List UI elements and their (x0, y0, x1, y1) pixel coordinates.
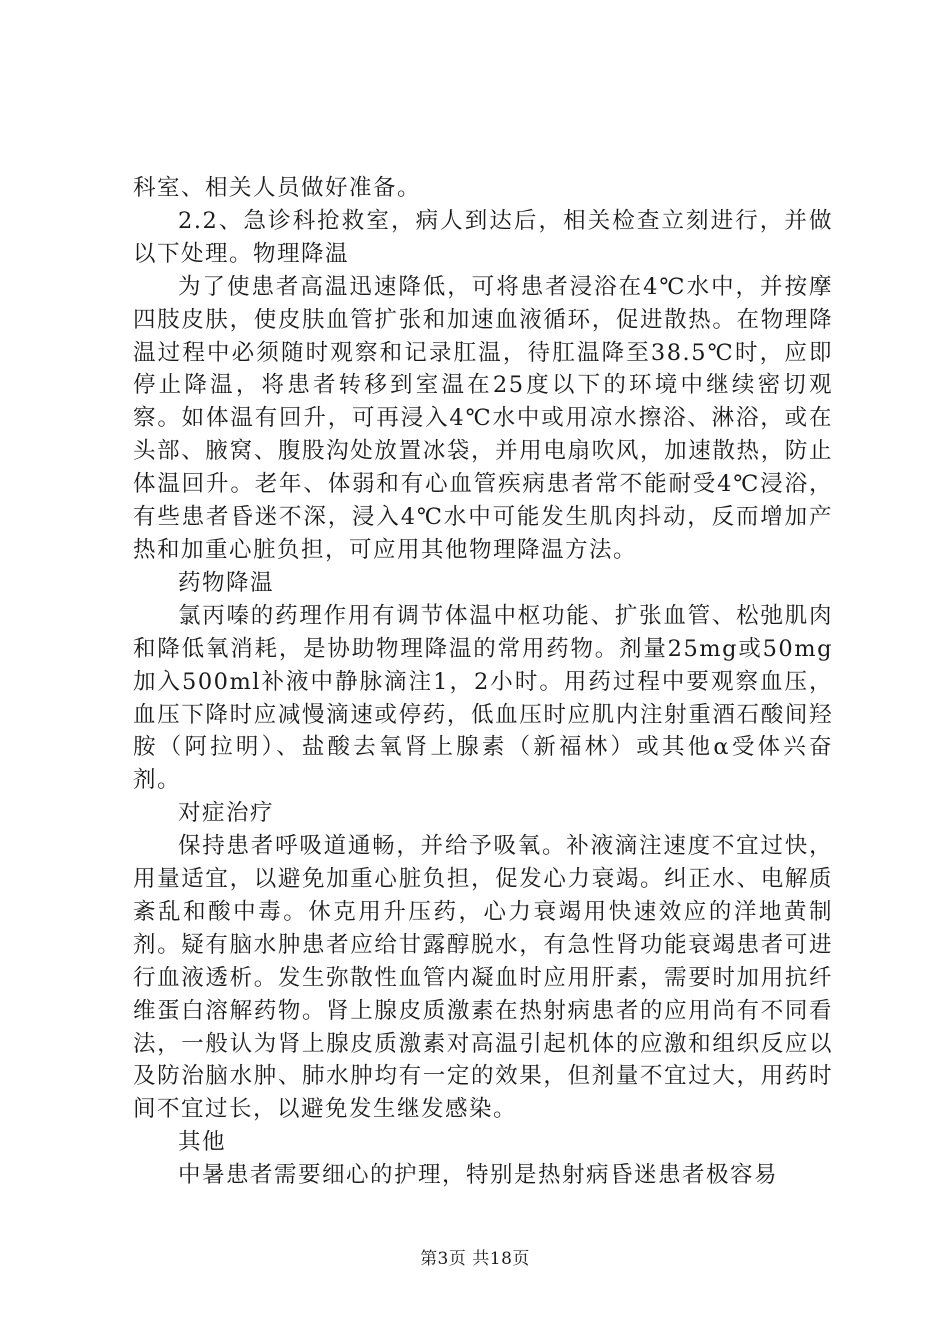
paragraph-physical-cooling: 为了使患者高温迅速降低，可将患者浸浴在4℃水中，并按摩四肢皮肤，使皮肤血管扩张和加速血液循环，促进散热。在物理降温过程中必须随时观察和记录肛温，待肛温降至38.5℃时，应即停止降温，将患者转移到室温在25度以下的环境中继续密切观察。如体温有回升，可再浸入4℃水中或用凉水擦浴、淋浴，或在头部、腋窝、腹股沟处放置冰袋，并用电扇吹风，加速散热，防止体温回升。老年、体弱和有心血管疾病患者常不能耐受4℃浸浴，有些患者昏迷不深，浸入4℃水中可能发生肌肉抖动，反而增加产热和加重心脏负担，可应用其他物理降温方法。 (133, 273, 833, 563)
paragraph-section-2-2: 2.2、急诊科抢救室，病人到达后，相关检查立刻进行，并做以下处理。物理降温 (133, 207, 833, 267)
heading-symptomatic-treatment: 对症治疗 (178, 800, 275, 827)
paragraph-symptomatic-treatment: 保持患者呼吸道通畅，并给予吸氧。补液滴注速度不宜过快，用量适宜，以避免加重心脏负担，促发心力衰竭。纠正水、电解质紊乱和酸中毒。休克用升压药，心力衰竭用快速效应的洋地黄制剂。疑有脑水肿患者应给甘露醇脱水，有急性肾功能衰竭患者可进行血液透析。发生弥散性血管内凝血时应用肝素，需要时加用抗纤维蛋白溶解药物。肾上腺皮质激素在热射病患者的应用尚有不同看法，一般认为肾上腺皮质激素对高温引起机体的应激和组织反应以及防治脑水肿、肺水肿均有一定的效果，但剂量不宜过大，用药时间不宜过长，以避免发生继发感染。 (133, 833, 833, 1123)
page-number-footer: 第3页 共18页 (420, 1249, 530, 1269)
paragraph-drug-cooling: 氯丙嗪的药理作用有调节体温中枢功能、扩张血管、松弛肌肉和降低氧消耗，是协助物理降温的常用药物。剂量25mg或50mg加入500ml补液中静脉滴注1，2小时。用药过程中要观察血压，血压下降时应减慢滴速或停药，低血压时应肌内注射重酒石酸间羟胺（阿拉明）、盐酸去氧肾上腺素（新福林）或其他α受体兴奋剂。 (133, 602, 833, 794)
heading-other: 其他 (178, 1129, 227, 1156)
paragraph-continuation: 科室、相关人员做好准备。 (133, 175, 422, 201)
heading-drug-cooling: 药物降温 (178, 569, 275, 596)
document-body (133, 172, 833, 1192)
paragraph-other: 中暑患者需要细心的护理，特别是热射病昏迷患者极容易 (178, 1162, 779, 1189)
